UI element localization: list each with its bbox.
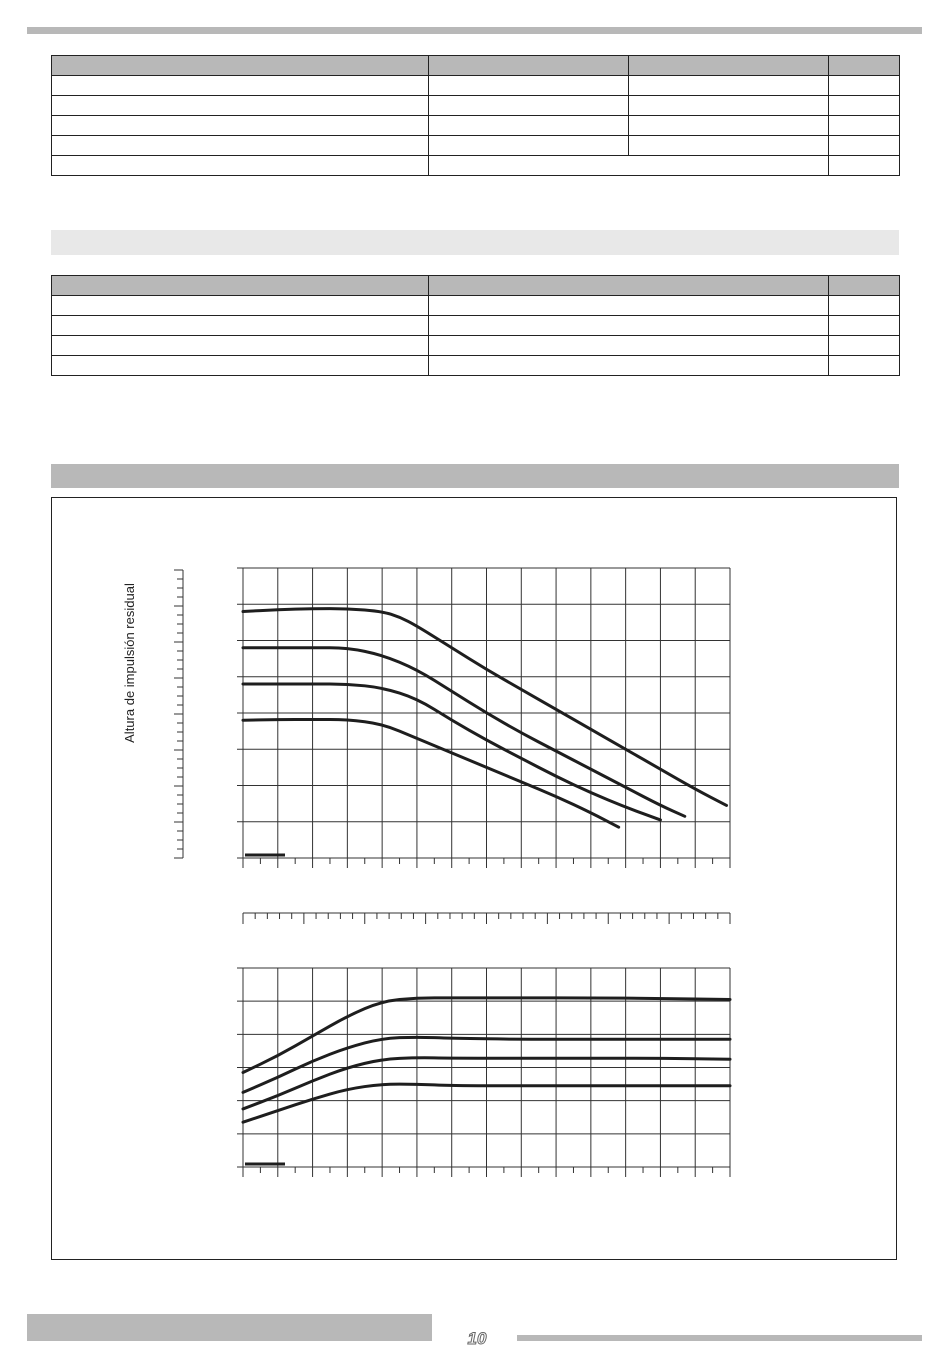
chart-0-series-1: [243, 609, 727, 806]
footer-band-right: [517, 1335, 922, 1341]
page-number: 10: [467, 1329, 487, 1348]
footer-band-left: [27, 1314, 432, 1341]
y-axis-label: Altura de impulsión residual: [122, 583, 137, 743]
chart-0-series-2: [243, 648, 685, 817]
chart-0-series-4: [243, 720, 619, 828]
